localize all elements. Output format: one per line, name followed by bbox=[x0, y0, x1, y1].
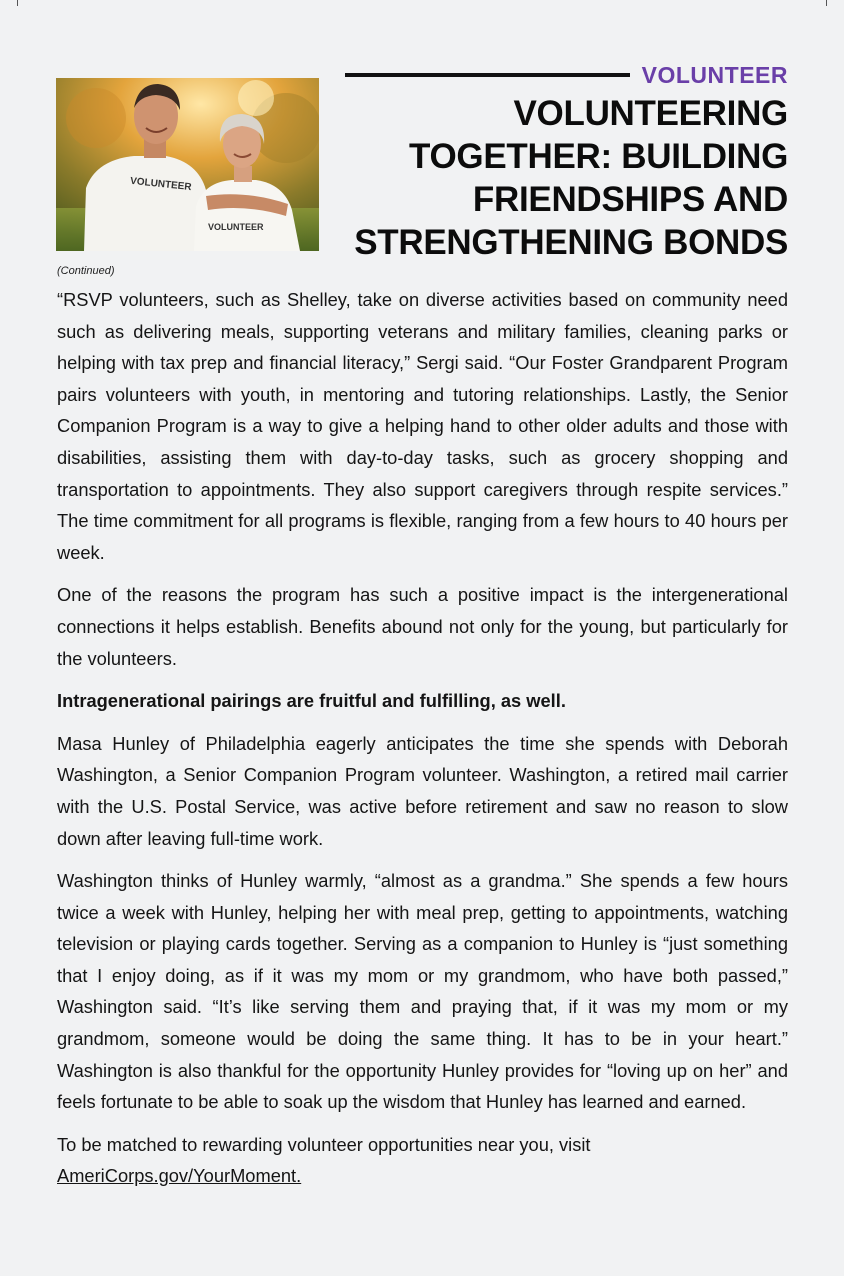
left-shirt-text: VOLUNTEER bbox=[129, 175, 193, 194]
crop-mark-left bbox=[17, 0, 18, 6]
section-row bbox=[336, 60, 788, 90]
paragraph: Washington thinks of Hunley warmly, “almost as a grandma.” She spends a few hours twice a week with Hunley, helping her with meal prep, getting to appointments, watching television or playing cards together. Serving as a companion to Hunley is “just something that I enjoy doing, as if it was my mom or my grandmom, who have both passed,” Washington said. “It’s like serving them and praying that, if it was my mom or my grandmom, someone would be doing the same thing. It has to be in your heart.” Washington is also thankful for the opportunity Hunley provides for “loving up on her” and feels fortunate to be able to soak up the wisdom that Hunley has learned and earned. bbox=[57, 870, 788, 1113]
crop-mark-right bbox=[826, 0, 827, 6]
closing-paragraph bbox=[57, 1129, 788, 1192]
continued-note: (Continued) bbox=[57, 265, 115, 277]
americorps-link[interactable]: AmeriCorps.gov/YourMoment. bbox=[57, 1165, 302, 1187]
paragraph: “RSVP volunteers, such as Shelley, take on diverse activities based on community need such as delivering meals, supporting veterans and military families, cleaning parks or helping with tax prep and financial literacy,” Sergi said. “Our Foster Grandparent Program pairs volunteers with youth, in mentoring and tutoring relationships. Lastly, the Senior Companion Program is a way to give a helping hand to other older adults and those with disabilities, assisting them with day-to-day tasks, such as grocery shopping and transportation to appointments. They also support caregivers through respite services.” The time commitment for all programs is flexible, ranging from a few hours to 40 hours per week. bbox=[57, 289, 788, 563]
section-rule bbox=[345, 73, 630, 77]
headline: VOLUNTEERING TOGETHER: BUILDING FRIENDSHIPS AND STRENGTHENING BONDS bbox=[354, 94, 788, 262]
article-body bbox=[57, 284, 788, 1192]
paragraph: One of the reasons the program has such a positive impact is the intergenerational connections it helps establish. Benefits abound not only for the young, but particularly for the volunteers. bbox=[57, 584, 788, 669]
volunteer-couple-photo bbox=[56, 78, 319, 251]
right-shirt-text: VOLUNTEER bbox=[208, 222, 264, 232]
article-header bbox=[336, 60, 788, 264]
closing-text: To be matched to rewarding volunteer opportunities near you, visit bbox=[57, 1133, 591, 1155]
paragraph: Masa Hunley of Philadelphia eagerly anticipates the time she spends with Deborah Washington, a Senior Companion Program volunteer. Washington, a retired mail carrier with the U.S. Postal Service, was active before retirement and saw no reason to slow down after leaving full-time work. bbox=[57, 732, 788, 849]
section-label: VOLUNTEER bbox=[641, 61, 788, 88]
subhead: Intragenerational pairings are fruitful and fulfilling, as well. bbox=[57, 690, 566, 712]
